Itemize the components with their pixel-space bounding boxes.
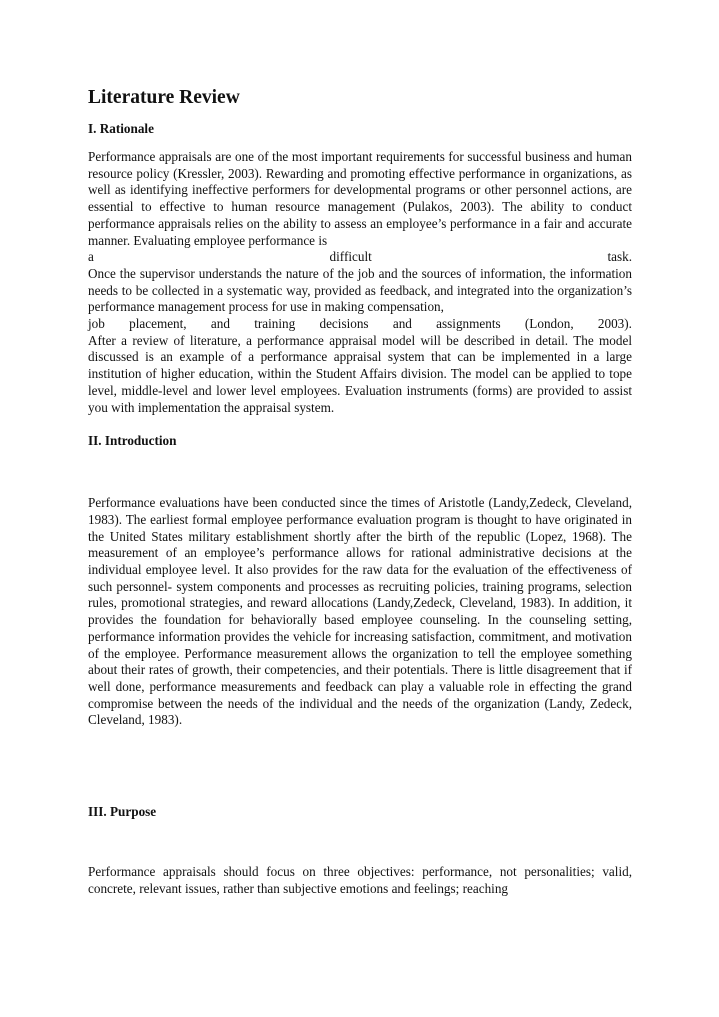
rationale-justified-line-2 — [88, 316, 632, 333]
word: placement, — [129, 316, 187, 332]
rationale-justified-line-1 — [88, 249, 632, 266]
section-heading-rationale: I. Rationale — [88, 121, 154, 136]
word: assignments — [436, 316, 501, 332]
word: difficult — [329, 249, 372, 265]
section-heading-purpose: III. Purpose — [88, 804, 157, 820]
document-page — [88, 86, 632, 898]
word: task. — [607, 249, 632, 265]
word: (London, — [524, 316, 574, 332]
word: job — [88, 316, 105, 332]
purpose-paragraph: Performance appraisals should focus on three objectives: performance, not personalities; valid, concrete, relevant issues, rather than subjective emotions and feelings; reaching — [88, 864, 632, 896]
section-heading-introduction: II. Introduction — [88, 433, 177, 449]
word: 2003). — [597, 316, 632, 332]
rationale-paragraph-3: After a review of literature, a performance appraisal model will be described in detail. The model discussed is an example of a performance appraisal system that can be implemented in a large institution of higher education, within the Student Affairs division. The model can be applied to tope level, middle-level and lower level employees. Evaluation instruments (forms) are provided to assist you with implementation the appraisal system. — [88, 332, 632, 415]
word: training — [254, 316, 296, 332]
rationale-paragraph-1: Performance appraisals are one of the most important requirements for successful business and human resource policy (Kressler, 2003). Rewarding and promoting effective performance in organizations, as well as identifying ineffective performers for developmental programs or other personnel actions, are essential to effective to human resource management (Pulakos, 2003). The ability to conduct performance appraisals relies on the ability to assess an employee’s performance in a fair and accurate manner. Evaluating employee performance is — [88, 149, 632, 248]
word: a — [88, 249, 94, 265]
word: decisions — [319, 316, 369, 332]
introduction-paragraph: Performance evaluations have been conducted since the times of Aristotle (Landy,Zedeck, Cleveland, 1983). The earliest formal employee performance evaluation program is thought to have originated in the United States military establishment shortly after the birth of the republic (Lopez, 1968). The measurement of an employee’s performance allows for rational administrative decisions at the individual employee level. It also provides for the raw data for the evaluation of the effectiveness of such personnel- system components and processes as recruiting policies, training programs, selection rules, promotional strategies, and reward allocations (Landy,Zedeck, Cleveland, 1983). In addition, it provides the foundation for behaviorally based employee counseling. In the counseling setting, performance information provides the vehicle for increasing satisfaction, commitment, and motivation of the employee. Performance measurement allows the organization to tell the employee something about their rates of growth, their competencies, and their potentials. There is little disagreement that if well done, performance measurements and feedback can play a valuable role in effecting the grand compromise between the needs of the individual and the needs of the organization (Landy, Zedeck, Cleveland, 1983). — [88, 495, 632, 728]
word: and — [210, 316, 230, 332]
rationale-paragraph-2: Once the supervisor understands the nature of the job and the sources of information, the information needs to be collected in a systematic way, provided as feedback, and integrated into the organization’s performance management process for use in making compensation, — [88, 265, 632, 315]
document-title: Literature Review — [88, 87, 240, 108]
word: and — [392, 316, 412, 332]
